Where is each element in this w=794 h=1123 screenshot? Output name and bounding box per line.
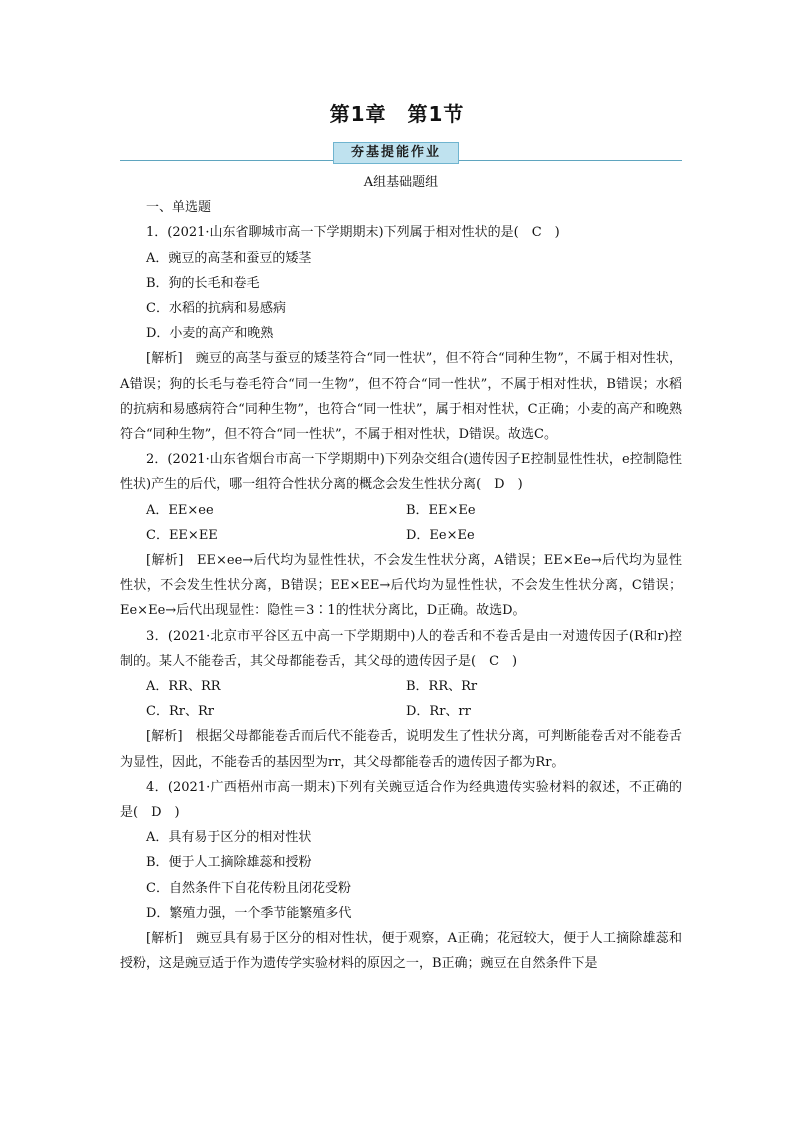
question-option: A．RR、RR [146,679,221,695]
question-option: B．EE×Ee [406,502,476,518]
question-option: C．水稻的抗病和易感病 [146,301,286,317]
question-analysis: [解析] 根据父母都能卷舌而后代不能卷舌，说明发生了性状分离，可判断能卷舌对不能卷舌为显性，因此，不能卷舌的基因型为rr，其父母都能卷舌的遗传因子都为Rr。 [120,729,682,770]
question-stem: 1．(2021·山东省聊城市高一下学期期末)下列属于相对性状的是( C ) [146,225,560,241]
question-option: C．自然条件下自花传粉且闭花受粉 [146,880,351,896]
question-option: C．Rr、Rr [146,704,214,720]
question-option: D．Ee×Ee [406,527,475,543]
option-row [120,523,682,548]
homework-badge: 夯基提能作业 [333,142,459,164]
question-option: A．EE×ee [146,502,214,518]
document-body [120,170,682,977]
question-option: D．Rr、rr [406,704,471,720]
question-analysis: [解析] 豌豆具有易于区分的相对性状，便于观察，A正确；花冠较大，便于人工摘除雄蕊和授粉，这是豌豆适于作为遗传学实验材料的原因之一，B正确；豌豆在自然条件下是 [120,931,682,972]
section-title: 一、单选题 [146,200,212,216]
option-row [120,498,682,523]
question-analysis: [解析] EE×ee→后代均为显性性状，不会发生性状分离，A错误；EE×Ee→后代均为显性性状，不会发生性状分离，B错误；EE×EE→后代均为显性性状，不会发生性状分离，C错误；Ee×Ee→后代出现显性：隐性＝3∶1的性状分离比，D正确。故选D。 [120,553,682,619]
question-option: B．便于人工摘除雄蕊和授粉 [146,855,312,871]
question-analysis: [解析] 豌豆的高茎与蚕豆的矮茎符合“同一性状”，但不符合“同种生物”，不属于相对性状，A错误；狗的长毛与卷毛符合“同一生物”，但不符合“同一性状”，不属于相对性状，B错误；水稻的抗病和易感病符合“同种生物”，也符合“同一性状”，属于相对性状，C正确；小麦的高产和晚熟符合“同种生物”，但不符合“同一性状”，不属于相对性状，D错误。故选C。 [120,351,682,443]
group-title: A组基础题组 [363,175,439,190]
question-stem: 3．(2021·北京市平谷区五中高一下学期期中)人的卷舌和不卷舌是由一对遗传因子(R和r)控制的。某人不能卷舌，其父母都能卷舌，其父母的遗传因子是( C ) [120,628,682,669]
question-option: D．小麦的高产和晚熟 [146,326,274,342]
question-option: D．繁殖力强，一个季节能繁殖多代 [146,905,352,921]
chapter-title: 第1章 第1节 [329,102,465,126]
question-option: A．豌豆的高茎和蚕豆的矮茎 [146,250,312,266]
question-option: B．RR、Rr [406,679,478,695]
question-option: B．狗的长毛和卷毛 [146,275,260,291]
option-row [120,674,682,699]
question-stem: 2．(2021·山东省烟台市高一下学期期中)下列杂交组合(遗传因子E控制显性性状，e控制隐性性状)产生的后代，哪一组符合性状分离的概念会发生性状分离( D ) [120,452,682,493]
question-option: C．EE×EE [146,527,218,543]
question-stem: 4．(2021·广西梧州市高一期末)下列有关豌豆适合作为经典遗传实验材料的叙述，不正确的是( D ) [120,779,682,821]
option-row [120,699,682,724]
question-option: A．具有易于区分的相对性状 [146,830,312,846]
